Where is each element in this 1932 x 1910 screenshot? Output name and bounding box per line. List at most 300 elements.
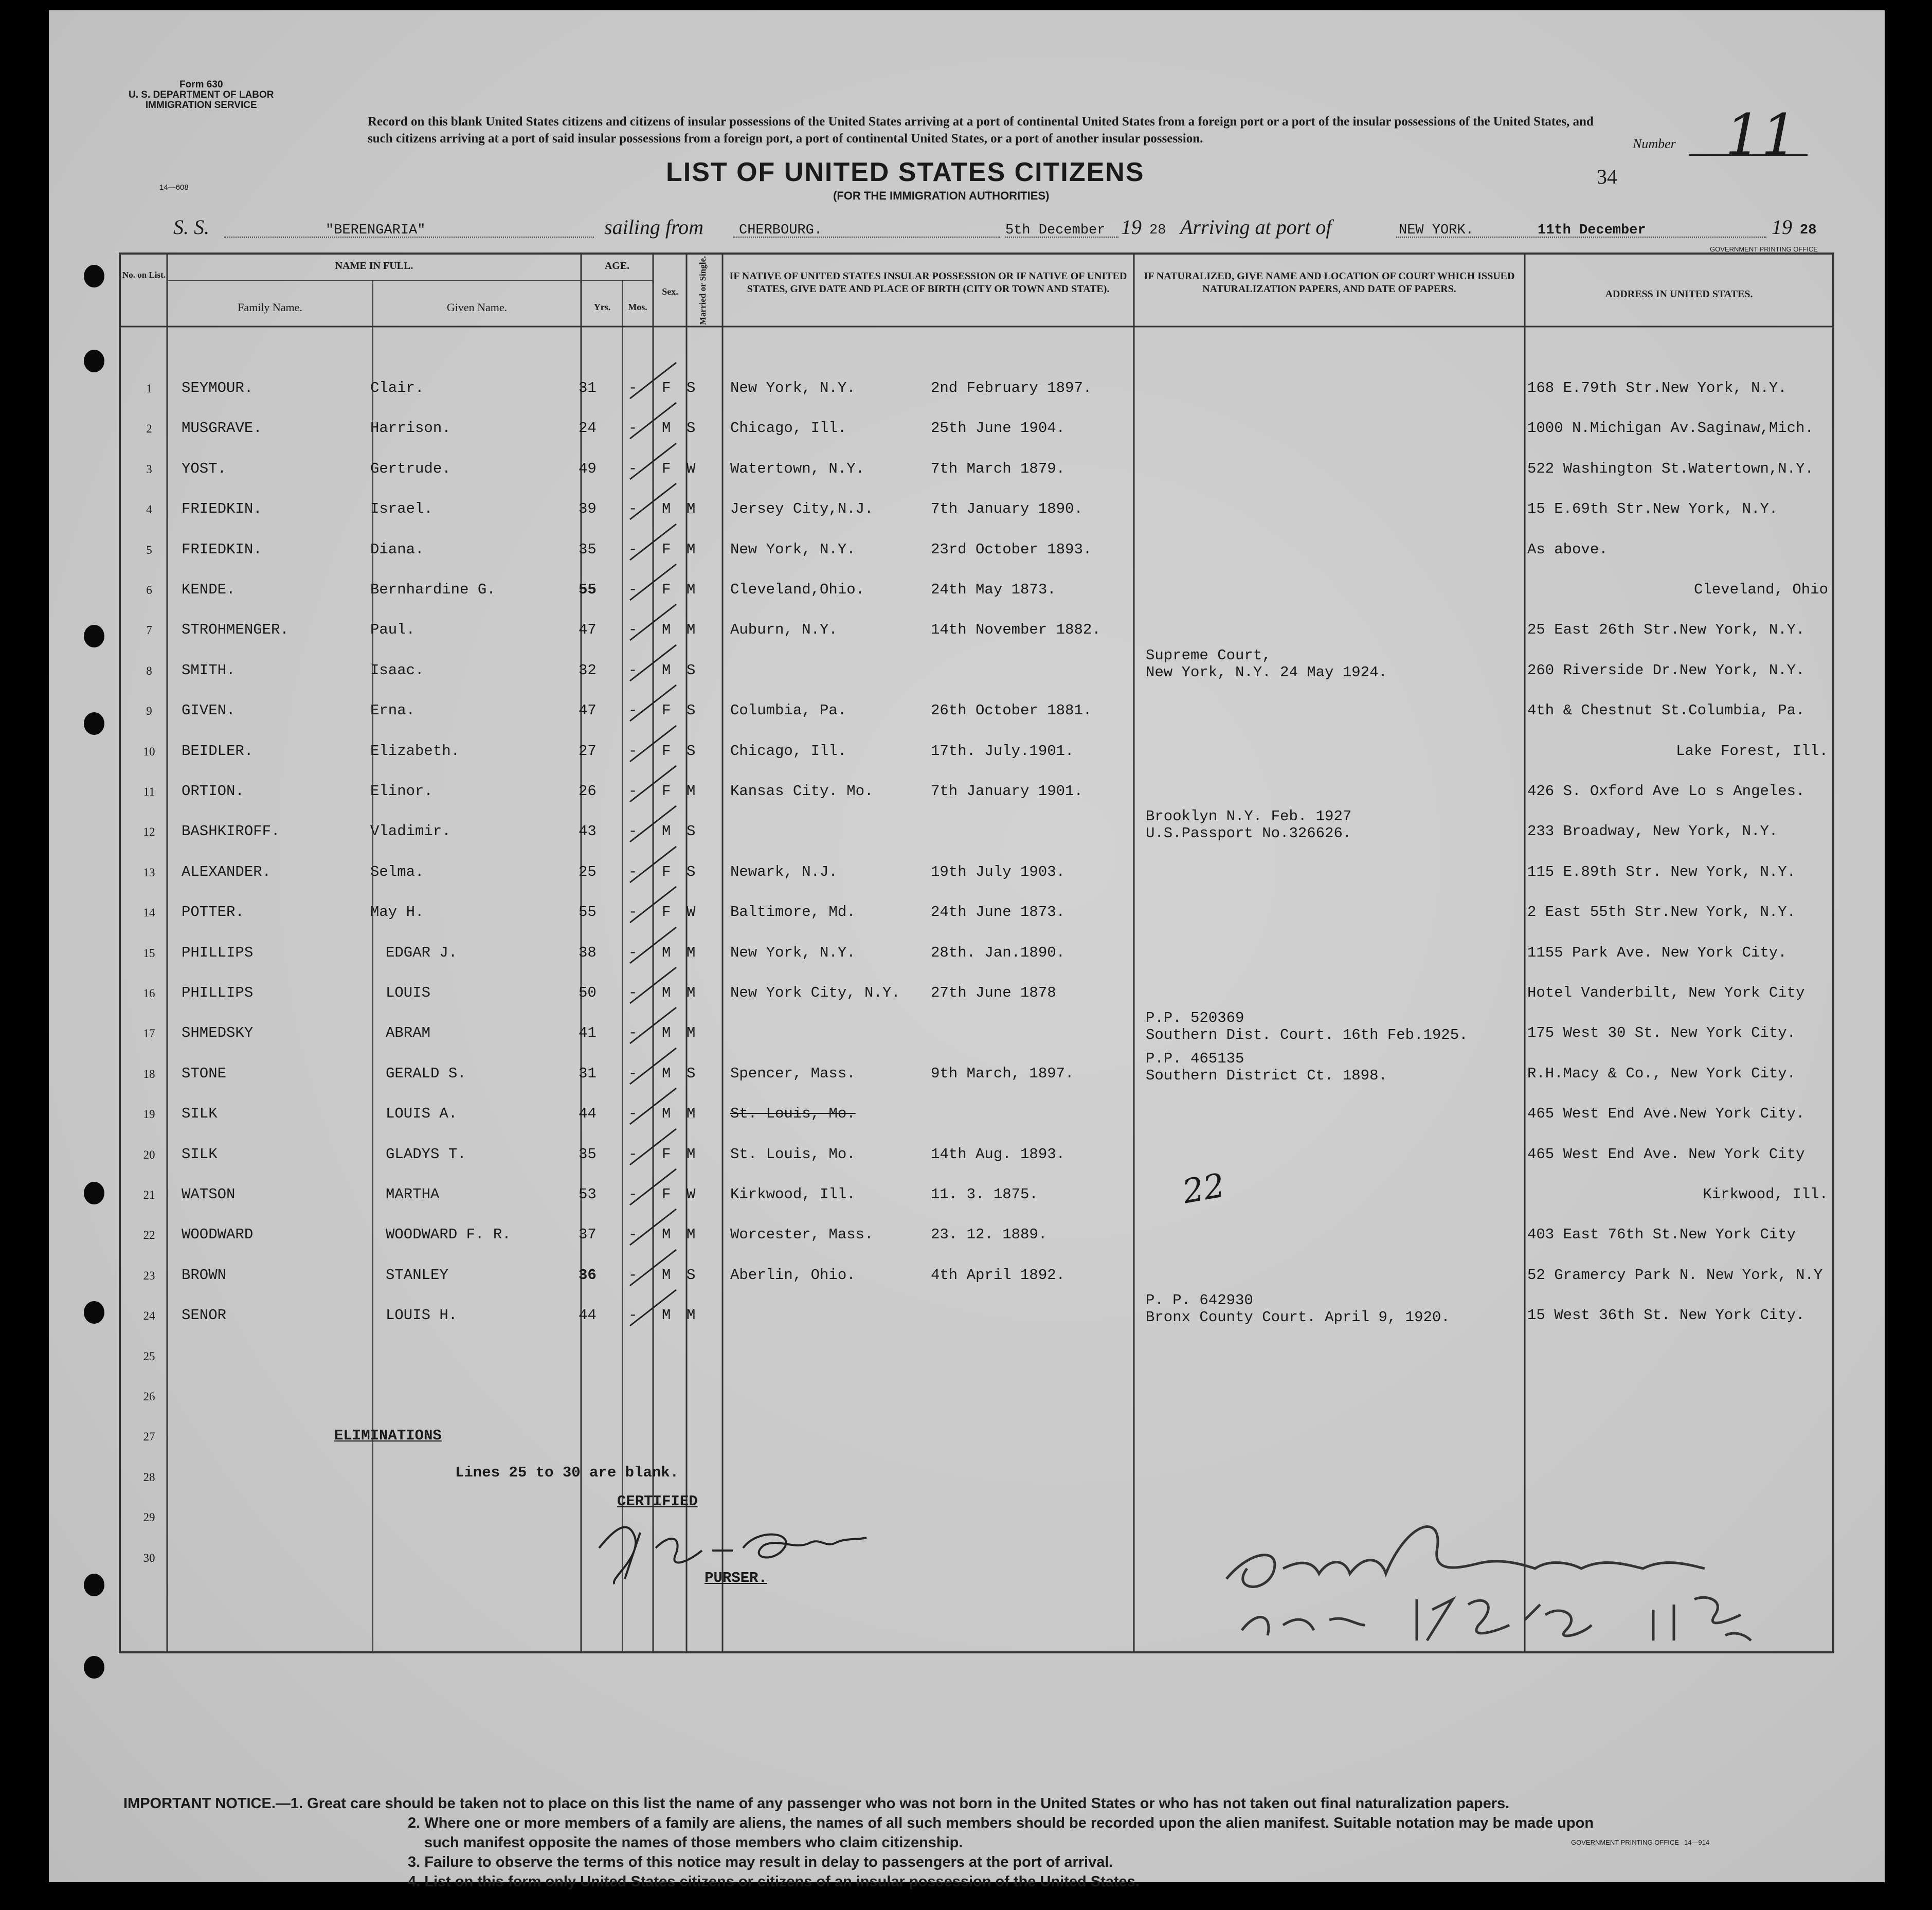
cell-mos: -: [628, 621, 638, 639]
cell-mos: -: [628, 742, 638, 760]
cell-birth-place: New York City, N.Y.: [730, 984, 900, 1001]
year-prefix-2: 19: [1772, 215, 1792, 239]
cell-given: May H.: [370, 904, 424, 921]
cell-nat1: P. P. 642930: [1146, 1292, 1253, 1309]
cell-birth-date: 2nd February 1897.: [931, 380, 1092, 397]
cell-family: STROHMENGER.: [182, 621, 289, 639]
cell-given: Israel.: [370, 500, 433, 518]
cell-family: BROWN: [182, 1266, 227, 1284]
cell-no: 2: [146, 422, 152, 436]
cell-address: 465 West End Ave. New York City: [1527, 1145, 1805, 1163]
cell-address: 403 East 76th St.New York City: [1527, 1226, 1796, 1244]
cell-yrs: 26: [579, 783, 597, 800]
cell-nat2: New York, N.Y. 24 May 1924.: [1146, 663, 1387, 681]
cell-nat2: Southern District Ct. 1898.: [1146, 1067, 1387, 1084]
cell-given: Clair.: [370, 380, 424, 397]
cell-birth-place: Newark, N.J.: [730, 863, 838, 880]
cell-address: Lake Forest, Ill.: [1676, 742, 1828, 760]
cell-yrs: 38: [579, 944, 597, 961]
cell-mos: -: [628, 661, 638, 679]
cell-address: R.H.Macy & Co., New York City.: [1527, 1065, 1796, 1082]
cell-family: PHILLIPS: [182, 944, 254, 961]
cell-ms: M: [687, 944, 696, 961]
header-birth: IF NATIVE OF UNITED STATES INSULAR POSSESSION OR IF NATIVE OF UNITED STATES, GIVE DATE AND PLACE OF BIRTH (CITY OR TOWN AND STATE).: [729, 271, 1127, 295]
cell-mos: -: [628, 1065, 638, 1082]
header-mos: Mos.: [628, 302, 647, 312]
purser-label: PURSER.: [705, 1570, 767, 1587]
cell-sex: F: [662, 863, 671, 880]
cell-no: 5: [146, 543, 152, 556]
cell-birth-place: New York, N.Y.: [730, 540, 856, 558]
check-mark: [625, 801, 681, 847]
cell-address: 2 East 55th Str.New York, N.Y.: [1527, 904, 1796, 921]
cell-nat2: U.S.Passport No.326626.: [1146, 825, 1352, 842]
cell-family: WATSON: [182, 1186, 236, 1203]
check-mark: [625, 519, 681, 565]
cell-birth-place: Aberlin, Ohio.: [730, 1266, 856, 1284]
cell-birth-date: 28th. Jan.1890.: [931, 944, 1066, 961]
cell-ms: S: [687, 823, 696, 840]
row-number-blank: 28: [143, 1470, 155, 1484]
check-mark: [625, 1083, 681, 1129]
check-mark: [625, 680, 681, 726]
cell-given: LOUIS A.: [386, 1105, 458, 1123]
cell-given: Vladimir.: [370, 823, 451, 840]
cell-given: LOUIS: [386, 984, 431, 1001]
certified-label: CERTIFIED: [617, 1493, 698, 1510]
cell-no: 18: [143, 1067, 155, 1080]
cell-given: WOODWARD F. R.: [386, 1226, 511, 1244]
cell-ms: W: [687, 1186, 696, 1203]
row-number-blank: 26: [143, 1390, 155, 1403]
cell-given: Elinor.: [370, 783, 433, 800]
cell-mos: -: [628, 1145, 638, 1163]
check-mark: [625, 881, 681, 928]
cell-birth-date: 27th June 1878: [931, 984, 1056, 1001]
cell-yrs: 27: [579, 742, 597, 760]
cell-address: 465 West End Ave.New York City.: [1527, 1105, 1805, 1123]
cell-mos: -: [628, 380, 638, 397]
cell-sex: F: [662, 783, 671, 800]
cell-no: 9: [146, 705, 152, 718]
cell-family: SILK: [182, 1145, 218, 1163]
header-family-name: Family Name.: [238, 301, 302, 314]
gpo-small-bottom: GOVERNMENT PRINTING OFFICE: [1571, 1839, 1679, 1846]
cell-sex: F: [662, 581, 671, 598]
cell-yrs: 43: [579, 823, 597, 840]
cell-yrs: 44: [579, 1307, 597, 1324]
check-mark: [625, 1124, 681, 1170]
to-port: NEW YORK.: [1399, 223, 1474, 238]
cell-family: PHILLIPS: [182, 984, 254, 1001]
department-name: U. S. DEPARTMENT OF LABOR: [129, 89, 274, 100]
cell-birth-place: Baltimore, Md.: [730, 904, 856, 921]
header-age: AGE.: [604, 260, 630, 272]
cell-address: Hotel Vanderbilt, New York City: [1527, 984, 1805, 1001]
cell-sex: M: [662, 1226, 671, 1244]
check-mark: [625, 1043, 681, 1089]
cell-ms: S: [687, 380, 696, 397]
cell-birth-place: St. Louis, Mo.: [730, 1105, 856, 1123]
cell-mos: -: [628, 904, 638, 921]
notice-lead: IMPORTANT NOTICE.—1.: [123, 1795, 303, 1812]
cell-ms: S: [687, 1065, 696, 1082]
cell-sex: M: [662, 621, 671, 639]
check-mark: [625, 720, 681, 767]
cell-birth-date: 19th July 1903.: [931, 863, 1066, 880]
cell-birth-place: Chicago, Ill.: [730, 420, 847, 437]
page-stamp: 34: [1597, 165, 1617, 188]
notice-item-2a: 2. Where one or more members of a family are aliens, the names of all such members should be recorded upon the alien manifest. Suitable notation may be made upon: [408, 1815, 1594, 1831]
cell-given: Isaac.: [370, 661, 424, 679]
check-mark: [625, 357, 681, 404]
notice-item-4: 4. List on this form only United States citizens or citizens of an insular possession of the United States.: [408, 1873, 1140, 1890]
cell-address: 115 E.89th Str. New York, N.Y.: [1527, 863, 1796, 880]
check-mark: [625, 640, 681, 686]
cell-birth-date: 4th April 1892.: [931, 1266, 1066, 1284]
cell-given: STANLEY: [386, 1266, 448, 1284]
cell-no: 23: [143, 1269, 155, 1282]
notice-item-2b: such manifest opposite the names of those members who claim citizenship.: [424, 1834, 963, 1851]
cell-sex: F: [662, 742, 671, 760]
header-married-single: Married or Single.: [698, 256, 708, 325]
cell-sex: F: [662, 904, 671, 921]
page-subtitle: (FOR THE IMMIGRATION AUTHORITIES): [833, 189, 1050, 202]
gpo-code: 14—914: [1684, 1839, 1710, 1846]
notice-item-3: 3. Failure to observe the terms of this notice may result in delay to passengers at the port of arrival.: [408, 1854, 1113, 1870]
check-mark: [625, 922, 681, 968]
row-number-blank: 30: [143, 1551, 155, 1564]
cell-no: 11: [143, 785, 155, 798]
cell-yrs: 55: [579, 904, 597, 921]
cell-birth-place: Chicago, Ill.: [730, 742, 847, 760]
from-port: CHERBOURG.: [739, 223, 823, 238]
manifest-sheet: [49, 10, 1885, 1890]
cell-ms: M: [687, 540, 696, 558]
cell-mos: -: [628, 500, 638, 518]
cell-birth-place: Spencer, Mass.: [730, 1065, 856, 1082]
cell-nat1: Brooklyn N.Y. Feb. 1927: [1146, 808, 1352, 825]
inspector-signature: [1211, 1491, 1777, 1656]
cell-given: GERALD S.: [386, 1065, 466, 1082]
cell-sex: F: [662, 1145, 671, 1163]
cell-birth-place: Cleveland,Ohio.: [730, 581, 865, 598]
cell-ms: S: [687, 702, 696, 719]
cell-sex: F: [662, 460, 671, 477]
check-mark: [625, 1285, 681, 1331]
cell-no: 16: [143, 987, 155, 1000]
check-mark: [625, 438, 681, 484]
check-mark: [625, 478, 681, 525]
cell-birth-date: 23rd October 1893.: [931, 540, 1092, 558]
cell-birth-place: New York, N.Y.: [730, 380, 856, 397]
cell-yrs: 39: [579, 500, 597, 518]
header-yrs: Yrs.: [593, 302, 611, 312]
cell-birth-date: 14th Aug. 1893.: [931, 1145, 1066, 1163]
header-sex: Sex.: [662, 286, 678, 297]
cell-sex: M: [662, 420, 671, 437]
cell-family: KENDE.: [182, 581, 236, 598]
depart-date: 5th December: [1005, 223, 1106, 238]
cell-sex: M: [662, 1024, 671, 1042]
cell-given: Selma.: [370, 863, 424, 880]
cell-yrs: 47: [579, 621, 597, 639]
year-prefix: 19: [1121, 215, 1142, 239]
check-mark: [625, 1245, 681, 1291]
eliminations-heading: ELIMINATIONS: [334, 1427, 442, 1444]
cell-family: SILK: [182, 1105, 218, 1123]
cell-family: BASHKIROFF.: [182, 823, 280, 840]
cell-nat1: Supreme Court,: [1146, 646, 1271, 664]
cell-yrs: 36: [579, 1266, 597, 1284]
cell-sex: F: [662, 540, 671, 558]
cell-birth-place: Kirkwood, Ill.: [730, 1186, 856, 1203]
cell-ms: M: [687, 984, 696, 1001]
cell-birth-place: Columbia, Pa.: [730, 702, 847, 719]
check-mark: [625, 962, 681, 1008]
cell-yrs: 24: [579, 420, 597, 437]
cell-yrs: 31: [579, 380, 597, 397]
intro-text: Record on this blank United States citizens and citizens of insular possessions of the United States arriving at a port of continental United States from a foreign port or a port of the insular possessions of the United States, and such citizens arriving at a port of said insular possessions from a foreign port, a port of continental United States, or a port of another insular possession.: [368, 115, 1594, 146]
cell-birth-date: 7th March 1879.: [931, 460, 1066, 477]
cell-family: ORTION.: [182, 783, 244, 800]
cell-family: SMITH.: [182, 661, 236, 679]
cell-address: 426 S. Oxford Ave Lo s Angeles.: [1527, 783, 1805, 800]
cell-birth-place: Watertown, N.Y.: [730, 460, 865, 477]
cell-ms: S: [687, 863, 696, 880]
cell-given: EDGAR J.: [386, 944, 458, 961]
cell-mos: -: [628, 783, 638, 800]
cell-ms: S: [687, 420, 696, 437]
cell-address: 175 West 30 St. New York City.: [1527, 1024, 1796, 1042]
depart-year: 28: [1149, 223, 1166, 238]
cell-nat1: P.P. 465135: [1146, 1050, 1244, 1067]
cell-mos: -: [628, 1226, 638, 1244]
cell-family: ALEXANDER.: [182, 863, 272, 880]
header-address: ADDRESS IN UNITED STATES.: [1605, 289, 1753, 300]
cell-family: MUSGRAVE.: [182, 420, 262, 437]
cell-sex: M: [662, 944, 671, 961]
cell-mos: -: [628, 420, 638, 437]
cell-given: Diana.: [370, 540, 424, 558]
cell-nat1: P.P. 520369: [1146, 1010, 1244, 1027]
arrive-date: 11th December: [1538, 223, 1646, 238]
row-number-blank: 27: [143, 1430, 155, 1444]
form-code: 14—608: [159, 183, 189, 192]
cell-family: POTTER.: [182, 904, 244, 921]
cell-family: FRIEDKIN.: [182, 540, 262, 558]
cell-birth-date: 11. 3. 1875.: [931, 1186, 1038, 1203]
cell-given: MARTHA: [386, 1186, 440, 1203]
cell-given: ABRAM: [386, 1024, 431, 1042]
cell-birth-place: Jersey City,N.J.: [730, 500, 874, 518]
cell-ms: M: [687, 783, 696, 800]
cell-mos: -: [628, 1024, 638, 1042]
cell-yrs: 55: [579, 581, 597, 598]
cell-nat2: Southern Dist. Court. 16th Feb.1925.: [1146, 1026, 1468, 1044]
cell-yrs: 35: [579, 1145, 597, 1163]
header-no-on-list: No. on List.: [122, 270, 166, 280]
cell-address: 52 Gramercy Park N. New York, N.Y: [1527, 1266, 1823, 1284]
cell-birth-date: 23. 12. 1889.: [931, 1226, 1048, 1244]
cell-birth-place: St. Louis, Mo.: [730, 1145, 856, 1163]
cell-sex: M: [662, 1307, 671, 1324]
check-mark: [625, 1204, 681, 1250]
row-number-blank: 25: [143, 1349, 155, 1363]
row-number-blank: 29: [143, 1511, 155, 1524]
cell-birth-date: 26th October 1881.: [931, 702, 1092, 719]
cell-no: 13: [143, 866, 155, 879]
cell-mos: -: [628, 823, 638, 840]
cell-ms: S: [687, 661, 696, 679]
cell-no: 19: [143, 1108, 155, 1121]
cell-ms: M: [687, 1024, 696, 1042]
cell-address: 4th & Chestnut St.Columbia, Pa.: [1527, 702, 1805, 719]
check-mark: [625, 398, 681, 444]
cell-no: 14: [143, 906, 155, 920]
cell-yrs: 37: [579, 1226, 597, 1244]
header-name-in-full: NAME IN FULL.: [335, 260, 413, 272]
arriving-label: Arriving at port of: [1180, 215, 1332, 239]
cell-ms: S: [687, 1266, 696, 1284]
cell-sex: M: [662, 1266, 671, 1284]
cell-no: 24: [143, 1309, 155, 1323]
cell-yrs: 53: [579, 1186, 597, 1203]
cell-birth-place: Kansas City. Mo.: [730, 783, 874, 800]
cell-given: Harrison.: [370, 420, 451, 437]
cell-yrs: 32: [579, 661, 597, 679]
cell-yrs: 49: [579, 460, 597, 477]
cell-yrs: 50: [579, 984, 597, 1001]
cell-address: 233 Broadway, New York, N.Y.: [1527, 823, 1778, 840]
check-mark: [625, 1002, 681, 1049]
cell-birth-date: 24th May 1873.: [931, 581, 1056, 598]
cell-sex: F: [662, 1186, 671, 1203]
notice-item-1: Great care should be taken not to place on this list the name of any passenger who was not born in the United States or who has not taken out final naturalization papers.: [307, 1795, 1510, 1812]
cell-yrs: 35: [579, 540, 597, 558]
cell-birth-date: 17th. July.1901.: [931, 742, 1074, 760]
blank-lines-note: Lines 25 to 30 are blank.: [455, 1464, 679, 1481]
check-mark: [625, 559, 681, 605]
cell-mos: -: [628, 460, 638, 477]
cell-ms: W: [687, 904, 696, 921]
cell-birth-date: 9th March, 1897.: [931, 1065, 1074, 1082]
cell-yrs: 31: [579, 1065, 597, 1082]
cell-no: 7: [146, 624, 152, 637]
cell-no: 6: [146, 584, 152, 597]
cell-no: 3: [146, 462, 152, 476]
cell-address: 168 E.79th Str.New York, N.Y.: [1527, 380, 1787, 397]
cell-mos: -: [628, 1186, 638, 1203]
header-given-name: Given Name.: [446, 301, 508, 314]
cell-no: 22: [143, 1229, 155, 1242]
cell-birth-place: Auburn, N.Y.: [730, 621, 838, 639]
cell-ms: M: [687, 1105, 696, 1123]
cell-family: YOST.: [182, 460, 227, 477]
cell-sex: M: [662, 500, 671, 518]
cell-ms: M: [687, 1307, 696, 1324]
cell-ms: M: [687, 500, 696, 518]
list-number: 11: [1725, 102, 1797, 168]
cell-mos: -: [628, 863, 638, 880]
cell-family: SEYMOUR.: [182, 380, 254, 397]
cell-ms: M: [687, 1226, 696, 1244]
check-mark: [625, 761, 681, 807]
cell-no: 4: [146, 503, 152, 516]
cell-birth-date: 7th January 1890.: [931, 500, 1083, 518]
cell-ms: S: [687, 742, 696, 760]
form-number: Form 630: [179, 79, 223, 90]
cell-ms: W: [687, 460, 696, 477]
cell-given: Bernhardine G.: [370, 581, 496, 598]
purser-signature: [579, 1502, 887, 1594]
cell-ms: M: [687, 581, 696, 598]
cell-sex: M: [662, 1105, 671, 1123]
cell-no: 8: [146, 664, 152, 677]
check-mark: [625, 1164, 681, 1210]
header-naturalized: IF NATURALIZED, GIVE NAME AND LOCATION OF COURT WHICH ISSUED NATURALIZATION PAPERS, AND DATE OF PAPERS.: [1144, 271, 1515, 295]
cell-given: Paul.: [370, 621, 416, 639]
cell-ms: M: [687, 621, 696, 639]
cell-given: LOUIS H.: [386, 1307, 458, 1324]
cell-sex: F: [662, 380, 671, 397]
cell-mos: -: [628, 984, 638, 1001]
cell-birth-date: 25th June 1904.: [931, 420, 1066, 437]
cell-address: 260 Riverside Dr.New York, N.Y.: [1527, 661, 1805, 679]
cell-yrs: 25: [579, 863, 597, 880]
cell-given: GLADYS T.: [386, 1145, 466, 1163]
check-mark: [625, 841, 681, 888]
cell-no: 10: [143, 745, 155, 758]
cell-given: Elizabeth.: [370, 742, 460, 760]
cell-family: SENOR: [182, 1307, 227, 1324]
cell-no: 20: [143, 1148, 155, 1161]
cell-address: 25 East 26th Str.New York, N.Y.: [1527, 621, 1805, 639]
cell-no: 15: [143, 946, 155, 960]
cell-given: Gertrude.: [370, 460, 451, 477]
cell-no: 21: [143, 1188, 155, 1201]
cell-sex: M: [662, 984, 671, 1001]
cell-mos: -: [628, 581, 638, 598]
cell-family: BEIDLER.: [182, 742, 254, 760]
gpo-small-top: GOVERNMENT PRINTING OFFICE: [1710, 245, 1818, 253]
cell-address: 1000 N.Michigan Av.Saginaw,Mich.: [1527, 420, 1814, 437]
cell-family: WOODWARD: [182, 1226, 254, 1244]
cell-sex: M: [662, 661, 671, 679]
cell-sex: M: [662, 823, 671, 840]
cell-birth-date: 7th January 1901.: [931, 783, 1083, 800]
ship-name: "BERENGARIA": [326, 223, 426, 238]
cell-sex: M: [662, 1065, 671, 1082]
cell-address: Cleveland, Ohio: [1693, 581, 1828, 598]
ss-label: S. S.: [173, 215, 209, 239]
cell-mos: -: [628, 1307, 638, 1324]
cell-family: STONE: [182, 1065, 227, 1082]
cell-given: Erna.: [370, 702, 416, 719]
number-label: Number: [1633, 136, 1676, 151]
notice-line-1: [123, 1794, 1594, 1813]
cell-birth-date: 14th November 1882.: [931, 621, 1101, 639]
cell-mos: -: [628, 1105, 638, 1123]
cell-no: 1: [146, 382, 152, 395]
cell-yrs: 41: [579, 1024, 597, 1042]
cell-address: 15 West 36th St. New York City.: [1527, 1307, 1805, 1324]
cell-mos: -: [628, 944, 638, 961]
cell-address: 15 E.69th Str.New York, N.Y.: [1527, 500, 1778, 518]
cell-yrs: 47: [579, 702, 597, 719]
cell-address: 522 Washington St.Watertown,N.Y.: [1527, 460, 1814, 477]
cell-birth-place: Worcester, Mass.: [730, 1226, 874, 1244]
